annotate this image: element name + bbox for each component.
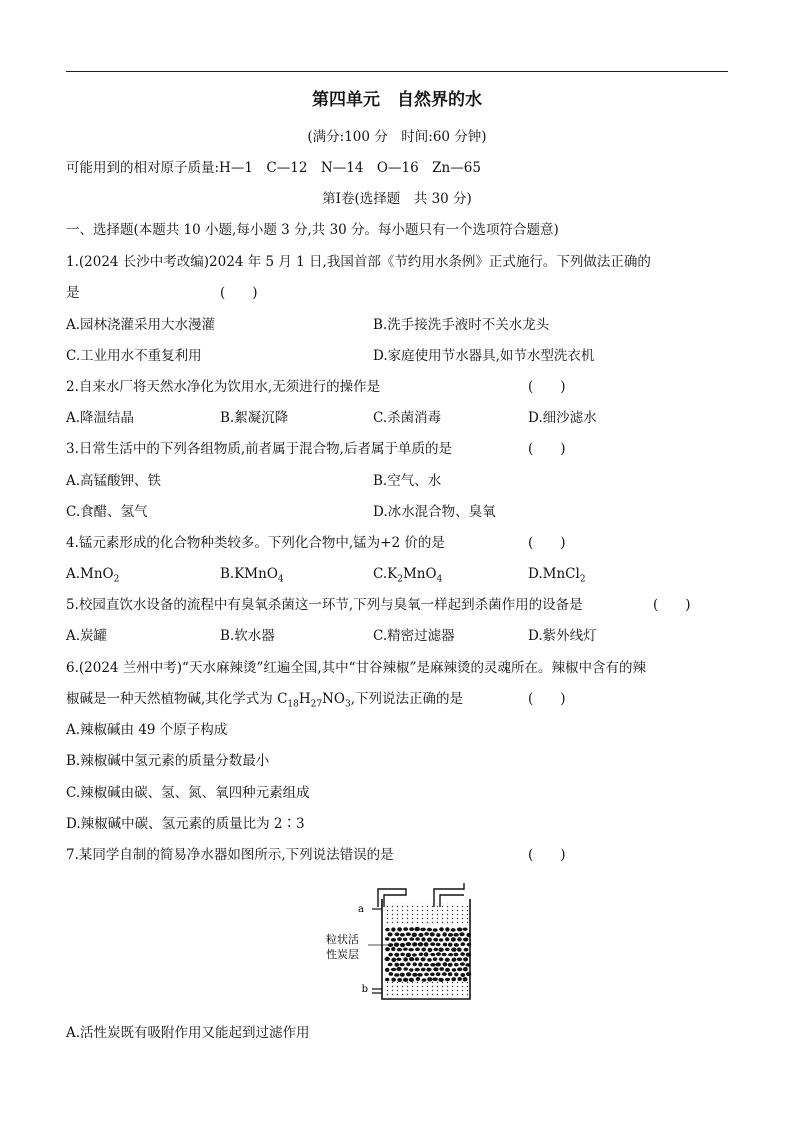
carbon-granule: [465, 963, 470, 967]
q5-option-a: A.炭罐: [66, 628, 108, 644]
q6-option-b: B.辣椒碱中氢元素的质量分数最小: [66, 753, 270, 769]
carbon-granule: [385, 957, 390, 961]
carbon-granule: [459, 932, 464, 936]
carbon-granule: [409, 957, 414, 961]
carbon-granule: [427, 928, 432, 932]
carbon-granule: [414, 927, 420, 931]
carbon-granule: [436, 952, 441, 956]
carbon-granule: [433, 957, 438, 961]
carbon-granule: [416, 977, 421, 981]
carbon-granule: [418, 942, 423, 946]
carbon-granule: [448, 953, 453, 956]
carbon-granule: [445, 927, 449, 931]
carbon-granule: [418, 962, 422, 966]
carbon-granule: [406, 953, 411, 957]
carbon-granule: [457, 927, 462, 931]
carbon-granule: [442, 953, 447, 957]
carbon-granule: [454, 963, 459, 967]
carbon-granule: [394, 973, 399, 977]
carbon-granule: [448, 972, 453, 976]
carbon-granule: [448, 943, 453, 947]
q3-option-b: B.空气、水: [373, 473, 442, 489]
carbon-granule: [424, 963, 429, 966]
carbon-granule: [427, 977, 432, 981]
carbon-granule: [436, 962, 441, 966]
atomic-masses: 可能用到的相对原子质量:H—1 C—12 N—14 O—16 Zn—65: [66, 160, 481, 176]
carbon-granule: [385, 947, 390, 951]
q5-stem: 5.校园直饮水设备的流程中有臭氧杀菌这一环节,下列与臭氧一样起到杀菌作用的设备是: [66, 597, 583, 613]
q2-option-a: A.降温结晶: [66, 410, 135, 426]
q1-option-a: A.园林浇灌采用大水漫灌: [66, 317, 216, 333]
q6-option-c: C.辣椒碱由碳、氢、氮、氧四种元素组成: [66, 785, 310, 801]
carbon-granule: [397, 927, 402, 931]
q2-answer-blank: ( ): [528, 379, 566, 395]
carbon-granule: [400, 973, 405, 977]
carbon-granule: [460, 973, 465, 977]
carbon-granule: [430, 932, 435, 936]
water-purifier-figure: [326, 877, 476, 1009]
carbon-granule: [466, 933, 471, 937]
q3-option-c: C.食醋、氢气: [66, 504, 148, 520]
carbon-granule: [454, 953, 459, 956]
carbon-granule: [397, 937, 402, 941]
carbon-granule: [433, 967, 438, 971]
carbon-granule: [454, 943, 459, 947]
carbon-granule: [387, 932, 392, 936]
carbon-granule: [451, 937, 456, 941]
carbon-granule: [417, 973, 423, 977]
q1-stem-line2: 是: [66, 285, 80, 301]
q3-option-d: D.冰水混合物、臭氧: [373, 504, 496, 520]
carbon-granule: [421, 937, 425, 941]
inlet-label: a: [358, 904, 364, 915]
carbon-granule: [412, 953, 417, 956]
carbon-granule: [403, 957, 408, 961]
q5-option-c: C.精密过滤器: [373, 628, 455, 644]
q4-stem: 4.锰元素形成的化合物种类较多。下列化合物中,锰为+2 价的是: [66, 535, 445, 551]
carbon-granule: [460, 942, 465, 946]
q6-option-d: D.辣椒碱中碳、氢元素的质量比为 2∶3: [66, 816, 305, 832]
carbon-granule: [412, 973, 417, 977]
carbon-granule: [452, 968, 457, 972]
carbon-granule: [391, 927, 395, 931]
carbon-granule: [433, 938, 438, 942]
carbon-granule: [453, 933, 458, 937]
carbon-granule: [457, 948, 462, 952]
carbon-granule: [391, 938, 396, 942]
carbon-granule: [457, 977, 462, 981]
carbon-granule: [457, 958, 462, 962]
q4-option-b: B.KMnO$_4$: [220, 566, 284, 585]
carbon-granule: [403, 938, 408, 942]
carbon-granule: [395, 963, 400, 967]
carbon-granule: [424, 952, 429, 956]
carbon-granule: [439, 967, 444, 971]
activated-carbon-layer: [385, 927, 472, 982]
q1-option-b: B.洗手接洗手液时不关水龙头: [373, 317, 550, 333]
carbon-granule: [397, 948, 402, 952]
carbon-layer-label-line1: 粒状活: [326, 933, 359, 946]
carbon-granule: [428, 948, 433, 952]
carbon-granule: [445, 978, 450, 981]
carbon-granule: [427, 958, 432, 962]
carbon-granule: [388, 963, 393, 967]
carbon-granule: [464, 948, 469, 952]
carbon-granule: [463, 957, 468, 961]
carbon-granule: [436, 933, 440, 937]
carbon-granule: [412, 933, 417, 937]
carbon-granule: [400, 953, 405, 957]
q6-stem-line1: 6.(2024 兰州中考)“天水麻辣烫”红遍全国,其中“甘谷辣椒”是麻辣烫的灵魂所在。辣椒中含有的辣: [66, 660, 646, 676]
q3-stem: 3.日常生活中的下列各组物质,前者属于混合物,后者属于单质的是: [66, 441, 452, 457]
carbon-granule: [443, 943, 447, 947]
carbon-granule: [460, 962, 465, 966]
carbon-granule: [421, 957, 426, 961]
q6-answer-blank: ( ): [528, 691, 566, 707]
q3-option-a: A.高锰酸钾、铁: [66, 473, 162, 489]
q4-option-c: $C.K_2MnO_4$: [373, 566, 443, 585]
carbon-granule: [395, 932, 400, 936]
carbon-granule: [427, 938, 432, 942]
carbon-granule: [433, 928, 438, 932]
carbon-granule: [419, 953, 424, 957]
carbon-granule: [391, 958, 396, 962]
carbon-granule: [448, 963, 453, 967]
q2-option-b: B.絮凝沉降: [220, 410, 289, 426]
carbon-granule: [412, 942, 417, 946]
carbon-granule: [391, 947, 395, 951]
carbon-granule: [385, 978, 389, 982]
carbon-granule: [452, 958, 457, 962]
carbon-granule: [442, 932, 447, 936]
header-rule: [66, 71, 728, 72]
carbon-granule: [436, 972, 441, 976]
carbon-granule: [406, 972, 411, 976]
q6-stem-line2: 椒碱是一种天然植物碱,其化学式为 $C_{18}H_{27}NO_3$,下列说法正确的是: [66, 691, 464, 710]
carbon-granule: [451, 977, 456, 981]
carbon-granule: [415, 968, 420, 972]
carbon-granule: [385, 968, 390, 972]
q7-option-a: A.活性炭既有吸附作用又能起到过滤作用: [66, 1025, 310, 1041]
part-title: 第Ⅰ卷(选择题 共 30 分): [322, 191, 472, 207]
carbon-granule: [430, 973, 435, 977]
q1-option-c: C.工业用水不重复利用: [66, 348, 202, 364]
carbon-granule: [439, 938, 443, 941]
carbon-granule: [415, 948, 420, 952]
q1-answer-blank: ( ): [220, 285, 258, 301]
carbon-granule: [400, 943, 405, 947]
carbon-granule: [439, 948, 444, 952]
carbon-granule: [420, 928, 426, 932]
carbon-granule: [389, 972, 394, 976]
carbon-granule: [388, 953, 393, 957]
carbon-granule: [439, 927, 444, 931]
carbon-granule: [396, 958, 401, 961]
carbon-granule: [403, 927, 408, 931]
carbon-granule: [445, 958, 450, 962]
carbon-granule: [406, 932, 411, 936]
carbon-granule: [408, 948, 413, 951]
carbon-granule: [463, 928, 468, 931]
carbon-granule: [415, 957, 420, 961]
carbon-granule: [463, 938, 468, 942]
carbon-granule: [385, 928, 390, 932]
carbon-granule: [466, 953, 472, 957]
carbon-granule: [442, 972, 447, 976]
carbon-granule: [409, 968, 413, 971]
page-title: 第四单元 自然界的水: [312, 90, 482, 110]
carbon-granule: [394, 943, 399, 947]
carbon-granule: [403, 948, 408, 951]
carbon-granule: [457, 937, 462, 941]
carbon-granule: [418, 933, 423, 937]
carbon-granule: [400, 933, 405, 937]
carbon-granule: [397, 967, 402, 971]
carbon-granule: [443, 962, 448, 966]
carbon-granule: [457, 967, 462, 971]
carbon-granule: [404, 967, 408, 971]
carbon-granule: [430, 942, 435, 946]
carbon-granule: [451, 948, 456, 952]
carbon-granule: [394, 953, 399, 957]
carbon-granule: [460, 952, 465, 956]
carbon-granule: [439, 957, 444, 961]
section-title: 一、选择题(本题共 10 小题,每小题 3 分,共 30 分。每小题只有一个选项符合题意): [66, 222, 559, 238]
carbon-granule: [424, 932, 429, 936]
carbon-granule: [454, 973, 458, 977]
carbon-granule: [426, 968, 431, 972]
carbon-granule: [436, 943, 441, 946]
carbon-granule: [391, 968, 396, 971]
carbon-granule: [463, 977, 468, 981]
carbon-granule: [399, 963, 404, 966]
carbon-granule: [432, 977, 437, 981]
q2-option-d: D.细沙滤水: [528, 410, 597, 426]
exam-meta: (满分:100 分 时间:60 分钟): [307, 129, 487, 145]
carbon-granule: [410, 937, 415, 940]
q6-option-a: A.辣椒碱由 49 个原子构成: [66, 722, 228, 738]
q7-stem: 7.某同学自制的简易净水器如图所示,下列说法错误的是: [66, 847, 394, 863]
carbon-granule: [406, 942, 412, 946]
q2-option-c: C.杀菌消毒: [373, 410, 442, 426]
q1-stem-line1: 1.(2024 长沙中考改编)2024 年 5 月 1 日,我国首部《节约用水条例》正式施行。下列做法正确的: [66, 254, 651, 270]
carbon-granule: [445, 968, 450, 972]
q5-answer-blank: ( ): [653, 597, 691, 613]
carbon-granule: [385, 937, 389, 940]
carbon-granule: [445, 948, 450, 952]
carbon-granule: [463, 967, 468, 971]
carbon-granule: [421, 968, 426, 972]
carbon-layer-label-line2: 性炭层: [326, 948, 359, 961]
carbon-granule: [424, 942, 429, 946]
carbon-granule: [451, 928, 456, 932]
carbon-granule: [413, 962, 417, 966]
q7-answer-blank: ( ): [528, 847, 566, 863]
q5-option-b: B.软水器: [220, 628, 275, 644]
outlet-label: b: [361, 984, 368, 995]
carbon-granule: [445, 937, 449, 941]
q3-answer-blank: ( ): [528, 441, 566, 457]
q1-option-d: D.家庭使用节水器具,如节水型洗衣机: [373, 348, 595, 364]
carbon-granule: [424, 973, 429, 977]
q4-option-d: D.MnCl$_2$: [528, 566, 586, 585]
carbon-granule: [434, 948, 439, 952]
q2-stem: 2.自来水厂将天然水净化为饮用水,无须进行的操作是: [66, 379, 381, 395]
carbon-granule: [466, 972, 471, 976]
carbon-granule: [430, 963, 436, 967]
carbon-granule: [406, 962, 410, 966]
q4-answer-blank: ( ): [528, 535, 566, 551]
carbon-granule: [421, 948, 426, 952]
q4-option-a: A.MnO$_2$: [66, 566, 120, 585]
carbon-granule: [415, 937, 420, 941]
carbon-granule: [448, 933, 453, 937]
carbon-granule: [388, 943, 393, 947]
q5-option-d: D.紫外线灯: [528, 628, 597, 644]
carbon-granule: [467, 943, 472, 947]
carbon-granule: [409, 927, 414, 931]
carbon-granule: [430, 953, 435, 956]
